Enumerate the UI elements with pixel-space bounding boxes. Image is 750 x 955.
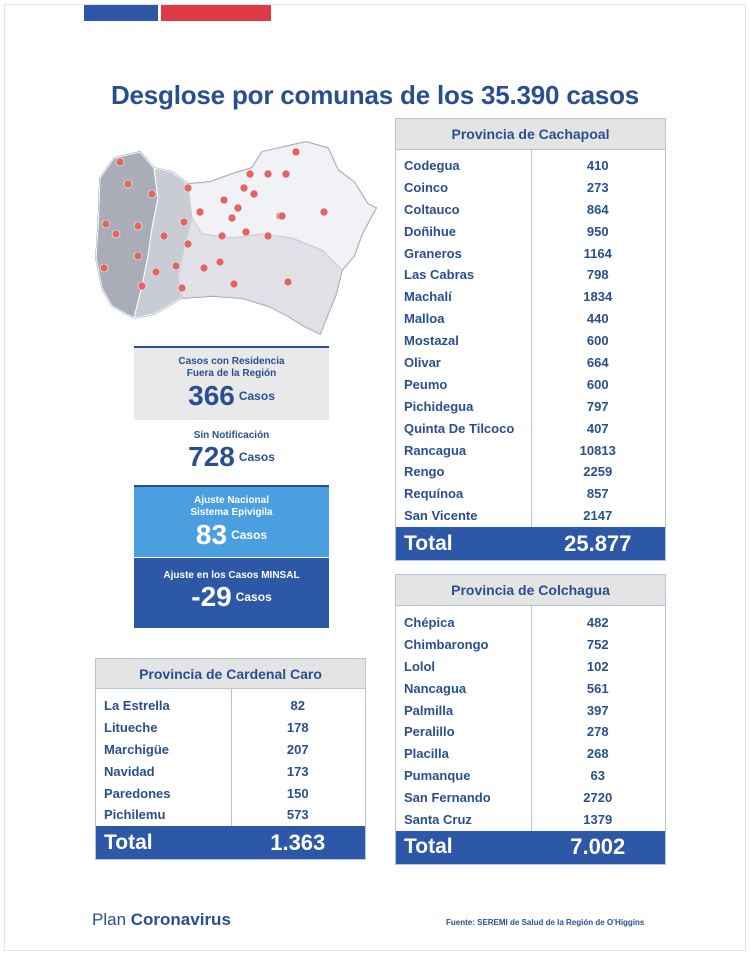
- total-label: Total: [404, 835, 453, 859]
- comuna-name: Rengo: [404, 464, 445, 480]
- comuna-cases: 1164: [583, 245, 612, 261]
- fuera-region-unit: Casos: [238, 389, 275, 403]
- comuna-cases: 1834: [583, 289, 613, 305]
- ajuste-nacional-unit: Casos: [231, 528, 268, 542]
- ajuste-nacional-value: 83: [195, 519, 228, 550]
- ajuste-minsal-value: -29: [191, 581, 232, 612]
- comuna-cases: 10813: [579, 442, 616, 458]
- comuna-name: Pichidegua: [404, 398, 474, 414]
- fuera-region-box: [134, 346, 329, 420]
- comuna-name: Paredones: [104, 785, 171, 801]
- comuna-name: Pumanque: [404, 768, 471, 784]
- fuera-region-value: 366: [188, 380, 235, 411]
- region-map-icon: [92, 138, 382, 338]
- comuna-cases: 797: [586, 398, 609, 414]
- comuna-cases: 950: [586, 223, 609, 239]
- comuna-name: Navidad: [104, 763, 155, 779]
- comuna-name: La Estrella: [104, 698, 170, 713]
- comuna-cases: 278: [586, 724, 609, 740]
- comuna-name: Malloa: [404, 311, 445, 327]
- total-value: 7.002: [570, 834, 626, 860]
- comuna-cases: 82: [290, 698, 305, 713]
- footer-plan-coronavirus: Plan Coronavirus: [92, 910, 231, 929]
- comuna-name: Chimbarongo: [404, 636, 489, 652]
- comuna-cases: 440: [586, 311, 609, 327]
- ajuste-minsal-label: Ajuste en los Casos MINSAL: [163, 570, 300, 581]
- ajuste-nacional-label: Ajuste Nacional Sistema Epivigila: [190, 495, 273, 518]
- ajuste-minsal-box: [134, 558, 329, 628]
- sin-notificacion-value: 728: [188, 441, 235, 472]
- provincia-cachapoal-total: [396, 527, 665, 560]
- provincia-cardenal-caro-title: Provincia de Cardenal Caro: [96, 659, 365, 689]
- comuna-name: Palmilla: [404, 702, 454, 718]
- comuna-cases: 600: [586, 333, 609, 349]
- comuna-name: Peumo: [404, 376, 448, 392]
- provincia-cachapoal-table: [395, 118, 666, 561]
- provincia-colchagua-title: Provincia de Colchagua: [396, 575, 665, 606]
- comuna-name: Graneros: [404, 245, 462, 261]
- comuna-cases: 2147: [583, 508, 613, 524]
- column-divider: [531, 606, 532, 831]
- sin-notificacion-unit: Casos: [238, 450, 275, 464]
- comuna-name: Peralillo: [404, 724, 455, 740]
- comuna-cases: 63: [590, 768, 605, 784]
- total-value: 25.877: [564, 530, 632, 556]
- comuna-name: San Vicente: [404, 508, 478, 524]
- comuna-name: Marchigüe: [104, 741, 170, 757]
- comuna-cases: 207: [286, 741, 309, 757]
- provincia-cardenal-caro-table: [95, 658, 366, 860]
- comuna-name: Coltauco: [404, 201, 460, 217]
- comuna-cases: 397: [586, 702, 609, 718]
- comuna-name: Quinta De Tilcoco: [404, 420, 515, 436]
- comuna-cases: 573: [286, 807, 309, 823]
- comuna-name: Lolol: [404, 658, 436, 674]
- flag-stripe-blue: [84, 5, 158, 21]
- ajuste-nacional-box: [134, 485, 329, 557]
- total-value: 1.363: [270, 829, 326, 855]
- comuna-cases: 150: [286, 785, 309, 801]
- comuna-cases: 752: [586, 636, 609, 652]
- comuna-cases: 173: [286, 763, 309, 779]
- comuna-name: Codegua: [404, 158, 460, 173]
- comuna-name: San Fernando: [404, 790, 491, 806]
- comuna-name: Las Cabras: [404, 267, 475, 283]
- comuna-name: Chépica: [404, 615, 455, 630]
- comuna-name: Nancagua: [404, 680, 467, 696]
- column-divider: [231, 689, 232, 826]
- provincia-cachapoal-title: Provincia de Cachapoal: [396, 119, 665, 150]
- provincia-cardenal-caro-total: [96, 826, 365, 859]
- sin-notificacion-label: Sin Notificación: [193, 430, 270, 441]
- footer-source: Fuente: SEREMI de Salud de la Región de O'Higgins: [446, 918, 645, 927]
- comuna-name: Coinco: [404, 179, 449, 195]
- fuera-region-label: Casos con Residencia Fuera de la Región: [178, 356, 285, 379]
- page-title: Desglose por comunas de los 35.390 casos: [110, 80, 640, 110]
- total-label: Total: [104, 830, 153, 854]
- provincia-colchagua-table: [395, 574, 666, 865]
- comuna-cases: 410: [586, 158, 609, 173]
- comuna-name: Rancagua: [404, 442, 467, 458]
- comuna-cases: 1379: [583, 812, 613, 828]
- comuna-name: Requínoa: [404, 486, 464, 502]
- comuna-cases: 798: [586, 267, 609, 283]
- sin-notificacion-box: [134, 424, 329, 482]
- comuna-cases: 664: [586, 355, 609, 371]
- comuna-cases: 273: [586, 179, 609, 195]
- comuna-name: Machalí: [404, 289, 452, 305]
- comuna-cases: 600: [586, 376, 609, 392]
- comuna-cases: 561: [586, 680, 609, 696]
- comuna-name: Santa Cruz: [404, 812, 472, 828]
- comuna-cases: 178: [286, 719, 309, 735]
- comuna-cases: 2259: [583, 464, 613, 480]
- comuna-cases: 102: [586, 658, 609, 674]
- comuna-cases: 407: [586, 420, 609, 436]
- comuna-name: Litueche: [104, 719, 158, 735]
- flag-stripe-red: [161, 5, 271, 21]
- comuna-name: Olivar: [404, 355, 441, 371]
- ajuste-minsal-unit: Casos: [235, 590, 272, 604]
- total-label: Total: [404, 531, 453, 555]
- comuna-cases: 2720: [583, 790, 613, 806]
- comuna-cases: 268: [586, 746, 609, 762]
- comuna-cases: 482: [586, 615, 609, 630]
- comuna-name: Pichilemu: [104, 807, 166, 823]
- comuna-name: Placilla: [404, 746, 449, 762]
- comuna-name: Mostazal: [404, 333, 459, 349]
- comuna-cases: 857: [586, 486, 609, 502]
- provincia-colchagua-total: [396, 831, 665, 864]
- comuna-name: Doñihue: [404, 223, 456, 239]
- comuna-cases: 864: [586, 201, 609, 217]
- column-divider: [531, 150, 532, 527]
